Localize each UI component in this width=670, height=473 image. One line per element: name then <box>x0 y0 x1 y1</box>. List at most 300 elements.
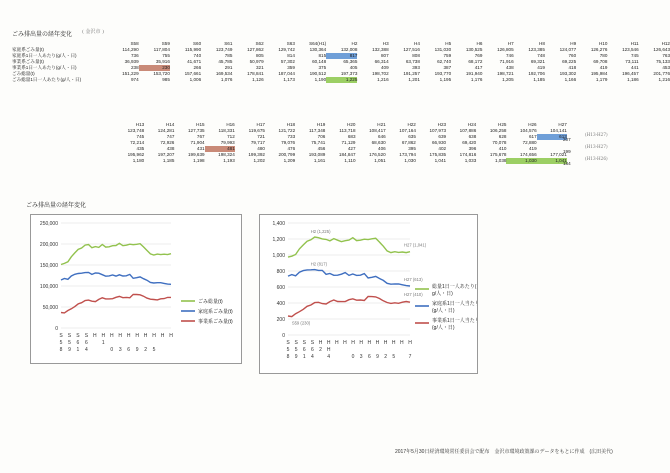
y-tick-label: 1,400 <box>272 220 285 227</box>
year-header: H5 <box>445 41 452 47</box>
table-cell: 174,656 <box>520 152 537 158</box>
table-cell: 201,776 <box>653 71 670 77</box>
table-cell: 196,457 <box>622 71 639 77</box>
legend-label: 家庭系1日一人当たり <box>432 301 477 307</box>
y-tick-label: 1,000 <box>272 252 285 259</box>
table-cell: 62,740 <box>437 59 452 65</box>
table-cell: 974 <box>131 77 139 83</box>
chart-annotation: S59 (230) <box>291 320 311 326</box>
table-cell: 706 <box>317 134 326 140</box>
series-line <box>288 270 410 286</box>
table-cell: 628 <box>498 134 507 140</box>
x-tick-label: 3 <box>118 347 122 353</box>
table-cell: 178,841 <box>247 71 264 77</box>
table-cell: 1,190 <box>314 77 327 83</box>
x-tick-label: H <box>152 333 156 339</box>
y-tick-label: 250,000 <box>39 220 58 227</box>
table-cell: 177,021 <box>550 152 567 158</box>
table-row <box>112 158 567 164</box>
table-cell: 230 <box>139 65 170 71</box>
row-label: 事業系ごみ量(t) <box>12 59 44 65</box>
table-cell: 745 <box>631 53 639 59</box>
table-cell: 1,173 <box>283 77 295 83</box>
table-cell: 130,364 <box>309 47 327 53</box>
table-cell: 169,534 <box>215 71 233 77</box>
table-cell: 476 <box>287 146 296 152</box>
chart-per-capita <box>259 214 478 374</box>
table-row <box>12 77 670 83</box>
table-cell: 1,166 <box>564 77 577 83</box>
table-cell: 71,904 <box>190 140 205 146</box>
table-1 <box>12 41 670 83</box>
table-cell: 683 <box>347 134 356 140</box>
y-tick-label: 0 <box>55 325 58 332</box>
x-tick-label: H <box>160 333 165 339</box>
x-tick-label: 5 <box>152 347 156 353</box>
table-cell: 66,930 <box>432 140 447 146</box>
x-tick-label: H <box>118 333 123 339</box>
table-cell: 79,993 <box>220 140 235 146</box>
x-tick-label: 5 <box>68 340 71 346</box>
table-cell: 197,373 <box>340 71 358 77</box>
table-cell: 1,186 <box>627 77 639 83</box>
table-cell: 41,671 <box>187 59 202 65</box>
table-cell: 68,172 <box>468 59 483 65</box>
legend-label: 総量1日一人あたり( <box>432 284 477 290</box>
year-header: H27 <box>558 122 567 128</box>
year-header: H22 <box>407 122 416 128</box>
table-cell: 807 <box>381 53 389 59</box>
extra-value: 184 <box>563 161 571 166</box>
year-header: H15 <box>196 122 205 128</box>
chart-annotation: H2 (817) <box>310 261 327 267</box>
series-line <box>288 237 410 257</box>
table-cell: 712 <box>227 134 235 140</box>
table-cell: 1,006 <box>189 77 202 83</box>
table-cell: 747 <box>166 134 175 140</box>
table-cell: 375 <box>318 65 327 71</box>
table-cell: 124,077 <box>559 47 577 53</box>
table-cell: 115,990 <box>184 47 202 53</box>
year-header: H24 <box>467 122 477 128</box>
year-header: S61 <box>224 41 233 47</box>
x-tick-label: H <box>143 333 148 339</box>
table-cell: 132,388 <box>372 47 389 53</box>
legend-label: 事業系ごみ量(t) <box>198 318 233 325</box>
table-cell: 107,886 <box>459 128 477 134</box>
table-cell: 69,225 <box>562 59 577 65</box>
year-header: H11 <box>630 41 639 47</box>
x-tick-label: H <box>126 333 131 339</box>
table-cell: 1,051 <box>374 158 386 164</box>
table-cell: 1,030 <box>404 158 416 164</box>
x-tick-label: S <box>67 333 72 339</box>
table-cell: 748 <box>537 53 545 59</box>
row-label: ごみ総量(t) <box>12 71 35 77</box>
table-cell: 195,984 <box>590 71 608 77</box>
year-header: H23 <box>437 122 447 128</box>
x-tick-label: 5 <box>294 347 298 353</box>
x-tick-label: H <box>351 340 355 346</box>
table-cell: 417 <box>474 65 483 71</box>
x-tick-label: H <box>359 340 364 346</box>
x-tick-label: H <box>367 340 372 346</box>
x-tick-label: H <box>169 333 173 339</box>
table-cell: 409 <box>381 65 389 71</box>
table-cell: 127,735 <box>187 128 205 134</box>
table-cell: 79,076 <box>281 140 296 146</box>
table-cell: 405 <box>349 65 358 71</box>
table-cell: 79,717 <box>250 140 265 146</box>
year-header: H14 <box>165 122 175 128</box>
table-cell: 1,198 <box>193 158 205 164</box>
row-label: 家庭系1日一人あたり(g/人・日) <box>12 53 77 59</box>
x-tick-label: 1 <box>101 340 105 346</box>
x-tick-label: S <box>294 340 298 346</box>
table-cell: 1,225 <box>326 77 357 83</box>
table-cell: 104,576 <box>520 128 537 134</box>
x-tick-label: 6 <box>76 340 80 346</box>
table-cell: 1,205 <box>502 77 514 83</box>
series-line <box>61 294 171 313</box>
x-tick-label: 5 <box>392 354 396 360</box>
table-cell: 410 <box>498 146 507 152</box>
series-line <box>288 297 410 317</box>
y-tick-label: 600 <box>276 284 285 291</box>
table-cell: 1,041 <box>434 158 447 164</box>
table-cell: 131,030 <box>434 47 452 53</box>
table-cell: 1,180 <box>132 158 145 164</box>
table-cell: 291 <box>224 65 233 71</box>
table-cell: 1,193 <box>223 158 235 164</box>
table-cell: 396 <box>468 146 477 152</box>
table-cell: 75,133 <box>655 59 670 65</box>
table-cell: 45,785 <box>218 59 233 65</box>
year-header: H9 <box>570 41 577 47</box>
y-tick-label: 200,000 <box>39 241 58 248</box>
table-cell: 123,385 <box>528 47 545 53</box>
extra-value: 199 <box>563 149 571 154</box>
table-cell: 104,141 <box>550 128 567 134</box>
year-header: H7 <box>507 41 514 47</box>
table-cell: 617 <box>528 134 537 140</box>
table-cell: 1,110 <box>344 158 356 164</box>
table-cell: 123,546 <box>622 47 639 53</box>
x-tick-label: 9 <box>135 347 139 353</box>
side-note: (H13-H27) <box>585 144 608 149</box>
table-cell: 638 <box>468 134 477 140</box>
table-cell: 65,365 <box>343 59 358 65</box>
table-cell: 435 <box>136 146 145 152</box>
table-cell: 35,916 <box>155 59 170 65</box>
year-header: S64(H1) <box>309 41 327 47</box>
table-cell: 153,720 <box>153 71 170 77</box>
table-cell: 175,678 <box>489 152 507 158</box>
table-cell: 1,041 <box>537 158 567 164</box>
x-tick-label: 2 <box>144 347 148 353</box>
year-header: H19 <box>316 122 326 128</box>
table-cell: 118,331 <box>218 128 235 134</box>
x-tick-label: H <box>400 340 404 346</box>
table-cell: 480 <box>257 146 265 152</box>
chart-2-svg <box>260 215 477 373</box>
table-cell: 767 <box>196 134 205 140</box>
table-cell: 187,044 <box>278 71 295 77</box>
chart-annotation: H2 (1,225) <box>310 229 331 234</box>
x-tick-label: H <box>343 340 347 346</box>
legend-label-cont: (g/人・日) <box>432 325 455 331</box>
table-cell: 200,799 <box>278 152 296 158</box>
table-cell: 763 <box>662 53 670 59</box>
table-cell: 107,164 <box>399 128 416 134</box>
x-tick-label: 1 <box>76 347 80 353</box>
x-tick-label: 1 <box>302 354 306 360</box>
table-cell: 1,202 <box>253 158 265 164</box>
legend-label-cont: g/人・日) <box>432 291 453 297</box>
table-cell: 151,229 <box>122 71 139 77</box>
table-cell: 613 <box>537 134 567 140</box>
x-tick-label: 8 <box>59 347 63 353</box>
table-cell: 387 <box>443 65 452 71</box>
y-tick-label: 800 <box>276 268 285 275</box>
y-tick-label: 50,000 <box>42 304 58 311</box>
table-cell: 157,661 <box>184 71 202 77</box>
y-tick-label: 0 <box>282 332 285 339</box>
table-cell: 419 <box>599 65 608 71</box>
table-cell: 418 <box>568 65 577 71</box>
year-header: H18 <box>286 122 296 128</box>
table-cell: 985 <box>162 77 170 83</box>
year-header: H10 <box>598 41 608 47</box>
table-cell: 173,794 <box>399 152 416 158</box>
year-header: H25 <box>498 122 507 128</box>
table-cell: 639 <box>438 134 447 140</box>
table-cell: 197,207 <box>157 152 175 158</box>
year-header: H26 <box>528 122 537 128</box>
table-cell: 73,111 <box>625 59 639 65</box>
table-cell: 805 <box>256 53 264 59</box>
table-cell: 635 <box>408 134 416 140</box>
table-cell: 107,973 <box>429 128 447 134</box>
x-tick-label: 9 <box>376 354 379 360</box>
x-tick-label: S <box>286 340 290 346</box>
table-cell: 427 <box>347 146 356 152</box>
year-header: S63 <box>286 41 295 47</box>
side-notes <box>585 132 608 168</box>
table-cell: 438 <box>166 146 175 152</box>
table-cell: 129,742 <box>278 47 295 53</box>
year-header: H16 <box>226 122 235 128</box>
table-cell: 481 <box>205 146 235 152</box>
table-cell: 75,741 <box>311 140 326 146</box>
table-cell: 192,706 <box>528 71 545 77</box>
x-tick-label: 4 <box>84 347 88 353</box>
table-cell: 817 <box>326 53 357 59</box>
table-cell: 198,702 <box>372 71 389 77</box>
x-tick-label: 9 <box>68 347 71 353</box>
x-tick-label: 9 <box>294 354 298 360</box>
table-cell: 438 <box>506 65 514 71</box>
handwritten-note: ( 金沢市 ) <box>82 29 105 35</box>
table-cell: 1,216 <box>658 77 670 83</box>
series-line <box>61 243 171 264</box>
chart-annotation: H27 (1,041) <box>404 242 427 248</box>
table-cell: 57,302 <box>280 59 295 65</box>
x-tick-label: S <box>59 333 63 339</box>
table-cell: 321 <box>256 65 264 71</box>
table-cell: 419 <box>528 146 537 152</box>
table-cell: 406 <box>378 146 386 152</box>
table-cell: 66,314 <box>374 59 389 65</box>
table-cell: 1,161 <box>313 158 326 164</box>
table-cell: 184,847 <box>338 152 356 158</box>
x-tick-label: 2 <box>319 347 322 353</box>
x-tick-label: 3 <box>359 354 363 360</box>
table-cell: 126,643 <box>653 47 670 53</box>
x-tick-label: S <box>76 333 80 339</box>
x-tick-label: S <box>302 340 306 346</box>
y-tick-label: 150,000 <box>39 262 58 269</box>
x-tick-label: H <box>93 333 97 339</box>
table-cell: 1,033 <box>464 158 477 164</box>
table-cell: 191,257 <box>403 71 420 77</box>
table-cell: 746 <box>506 53 514 59</box>
year-header: S59 <box>161 41 170 47</box>
year-header: S60 <box>192 41 202 47</box>
year-header: H3 <box>382 41 389 47</box>
x-tick-label: 0 <box>110 347 114 353</box>
legend-label: ごみ総量(t) <box>198 298 223 305</box>
table-cell: 175,835 <box>429 152 447 158</box>
table-cell: 36,939 <box>124 59 139 65</box>
x-tick-label: 2 <box>384 354 387 360</box>
table-cell: 755 <box>162 53 170 59</box>
table-cell: 69,321 <box>530 59 545 65</box>
table-cell: 646 <box>378 134 386 140</box>
x-tick-label: 4 <box>311 354 314 360</box>
table-cell: 395 <box>408 146 416 152</box>
chart-annotation: H27 (613) <box>404 276 423 282</box>
table-cell: 456 <box>317 146 326 152</box>
table-cell: 393 <box>412 65 420 71</box>
table-cell: 123,748 <box>127 128 145 134</box>
x-tick-label: H <box>109 333 114 339</box>
x-tick-label: 0 <box>351 354 355 360</box>
y-tick-label: 200 <box>276 316 285 323</box>
table-cell: 359 <box>287 65 295 71</box>
table-cell: 769 <box>474 53 483 59</box>
legend-label: 事業系1日一人当たり <box>432 318 477 324</box>
year-header: H12 <box>661 41 670 47</box>
table-cell: 1,209 <box>283 158 296 164</box>
y-tick-label: 1,200 <box>272 236 285 243</box>
x-tick-label: H <box>326 347 331 353</box>
x-tick-label: 7 <box>408 354 412 360</box>
table-cell: 1,216 <box>377 77 389 83</box>
table-cell: 198,324 <box>218 152 235 158</box>
x-tick-label: H <box>334 340 339 346</box>
table-cell: 113,718 <box>339 128 356 134</box>
table-cell: 721 <box>257 134 265 140</box>
table-cell: 1,195 <box>439 77 452 83</box>
y-tick-label: 100,000 <box>39 283 58 290</box>
table-cell: 117,348 <box>309 128 326 134</box>
table-cell: 1,176 <box>470 77 483 83</box>
table-cell: 193,770 <box>434 71 452 77</box>
year-header: H6 <box>476 41 483 47</box>
year-header: H13 <box>135 122 145 128</box>
table-cell: 1,076 <box>220 77 233 83</box>
table-cell: 72,926 <box>160 140 175 146</box>
x-tick-label: H <box>318 340 323 346</box>
table-cell: 117,804 <box>153 47 170 53</box>
x-tick-label: 8 <box>286 354 290 360</box>
table-cell: 72,880 <box>522 140 537 146</box>
table-cell: 1,179 <box>595 77 608 83</box>
table-cell: 199,639 <box>187 152 205 158</box>
x-tick-label: 6 <box>84 340 88 346</box>
table-cell: 191,940 <box>465 71 483 77</box>
table-cell: 1,185 <box>162 158 175 164</box>
table-cell: 266 <box>193 65 202 71</box>
chart-1-svg <box>31 215 241 363</box>
chart-total-weight <box>30 214 242 364</box>
chart-heading: ごみ排出量の経年変化 <box>26 203 87 209</box>
year-header: H17 <box>256 122 265 128</box>
table-cell: 127,862 <box>247 47 264 53</box>
table-cell: 71,129 <box>341 140 356 146</box>
x-tick-label: 6 <box>302 347 306 353</box>
legend-label-cont: (g/人・日) <box>432 308 455 314</box>
x-tick-label: H <box>391 340 396 346</box>
table-cell: 50,979 <box>249 59 264 65</box>
year-header: S58 <box>130 41 139 47</box>
row-label: 事業系1日一人あたり(g/人・日) <box>12 65 77 71</box>
page-heading: ごみ排出量の経年変化 <box>12 32 73 38</box>
year-header: S62 <box>255 41 264 47</box>
table-cell: 780 <box>599 53 608 59</box>
table-cell: 808 <box>412 53 420 59</box>
table-cell: 740 <box>193 53 202 59</box>
x-tick-label: H <box>326 340 331 346</box>
table-cell: 176,520 <box>369 152 386 158</box>
table-cell: 126,276 <box>590 47 608 53</box>
table-cell: 130,525 <box>465 47 483 53</box>
x-tick-label: 6 <box>367 354 371 360</box>
table-cell: 1,030 <box>506 158 536 164</box>
x-tick-label: H <box>375 340 380 346</box>
table-cell: 193,302 <box>559 71 577 77</box>
table-cell: 198,721 <box>497 71 514 77</box>
table-cell: 1,126 <box>252 77 264 83</box>
table-cell: 60,148 <box>312 59 327 65</box>
table-cell: 72,214 <box>130 140 145 146</box>
table-cell: 114,290 <box>122 47 139 53</box>
x-tick-label: H <box>135 333 139 339</box>
table-cell: 121,722 <box>278 128 296 134</box>
table-cell: 174,816 <box>459 152 477 158</box>
table-cell: 193,089 <box>308 152 326 158</box>
year-header: H20 <box>347 122 356 128</box>
x-tick-label: H <box>383 340 388 346</box>
table-cell: 431 <box>196 146 205 152</box>
x-tick-label: H <box>408 340 412 346</box>
table-cell: 63,738 <box>405 59 420 65</box>
table-cell: 785 <box>224 53 233 59</box>
table-cell: 119,675 <box>248 128 265 134</box>
x-tick-label: H <box>101 333 106 339</box>
table-cell: 106,258 <box>489 128 507 134</box>
